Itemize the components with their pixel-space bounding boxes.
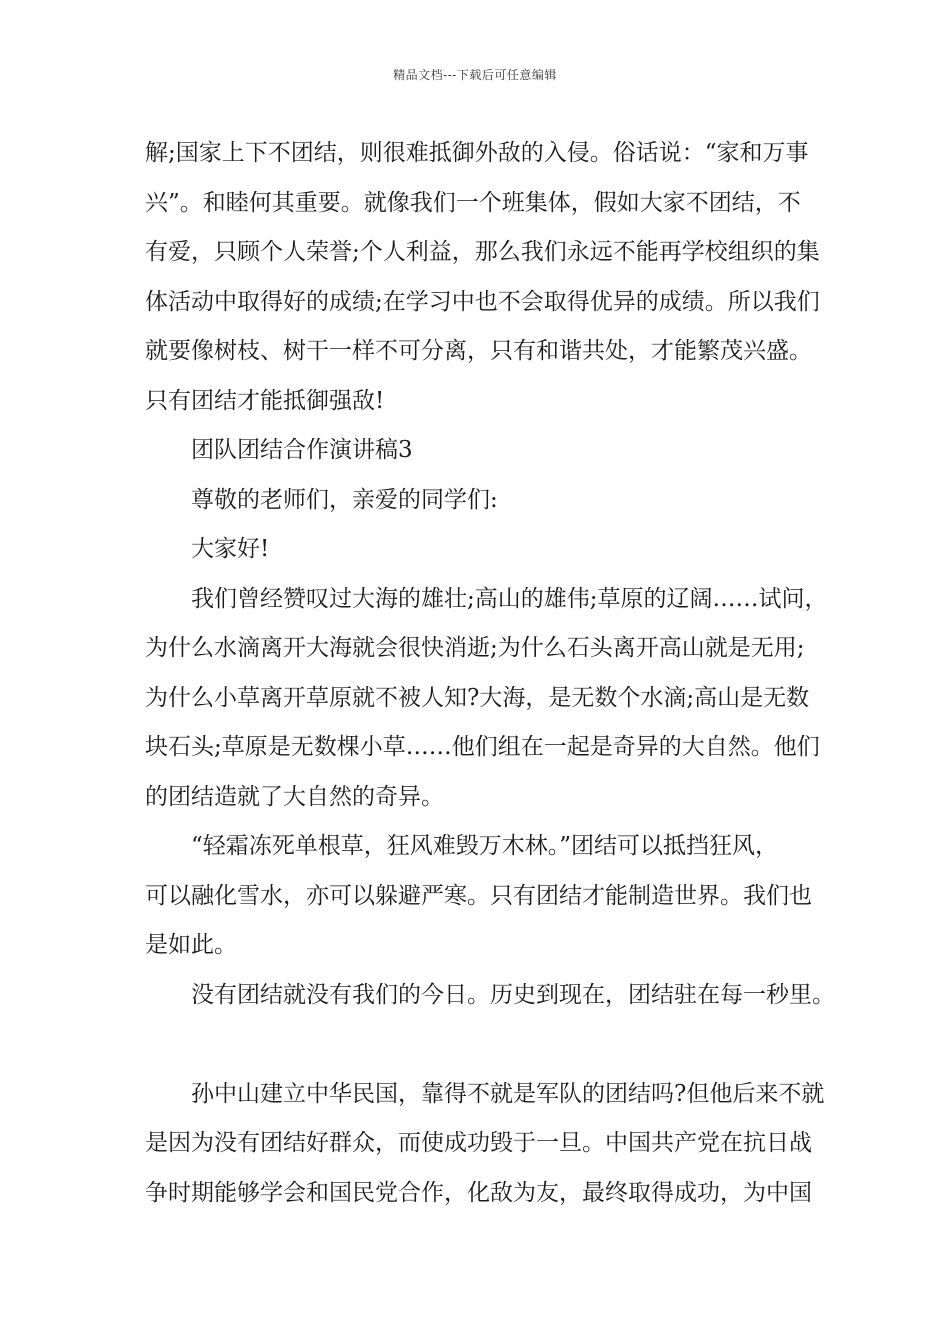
greeting: 大家好! [191,536,270,562]
text-line: 可以融化雪水，亦可以躲避严寒。只有团结才能制造世界。我们也 [145,882,812,909]
page-header: 精品文档---下载后可任意编辑 [393,68,557,82]
text-line: 是因为没有团结好群众，而使成功毁于一旦。中国共产党在抗日战 [145,1130,812,1156]
text-line: 块石头;草原是无数棵小草……他们组在一起是奇异的大自然。他们 [145,734,820,760]
document-body [145,129,835,1218]
paragraph-start: 没有团结就没有我们的今日。历史到现在，团结驻在每一秒里。 [191,981,835,1008]
salutation: 尊敬的老师们，亲爱的同学们: [191,486,498,513]
text-line: 解;国家上下不团结，则很难抵御外敌的入侵。俗话说：“家和万事 [145,140,809,166]
text-line: 只有团结才能抵御强敌! [145,387,385,414]
section-heading: 团队团结合作演讲稿3 [191,437,413,463]
text-line: 是如此。 [145,932,237,958]
paragraph-start: “轻霜冻死单根草，狂风难毁万木林。”团结可以抵挡狂风， [191,833,779,859]
text-line: 争时期能够学会和国民党合作，化敌为友，最终取得成功，为中国 [145,1179,812,1206]
paragraph-gap [145,1020,817,1070]
text-line: 兴”。和睦何其重要。就像我们一个班集体，假如大家不团结，不 [145,189,801,216]
paragraph-start: 孙中山建立中华民国，靠得不就是军队的团结吗?但他后来不就 [191,1080,825,1107]
text-line: 就要像树枝、树干一样不可分离，只有和谐共处，才能繁茂兴盛。 [145,338,812,364]
paragraph-start: 我们曾经赞叹过大海的雄壮;高山的雄伟;草原的辽阔……试问， [191,585,828,612]
text-line: 体活动中取得好的成绩;在学习中也不会取得优异的成绩。所以我们 [145,288,820,315]
text-line: 的团结造就了大自然的奇异。 [145,783,444,810]
text-line: 有爱，只顾个人荣誉;个人利益，那么我们永远不能再学校组织的集 [145,239,820,265]
text-line: 为什么小草离开草原就不被人知?大海，是无数个水滴;高山是无数 [145,684,810,711]
text-line: 为什么水滴离开大海就会很快消逝;为什么石头离开高山就是无用; [145,635,805,661]
